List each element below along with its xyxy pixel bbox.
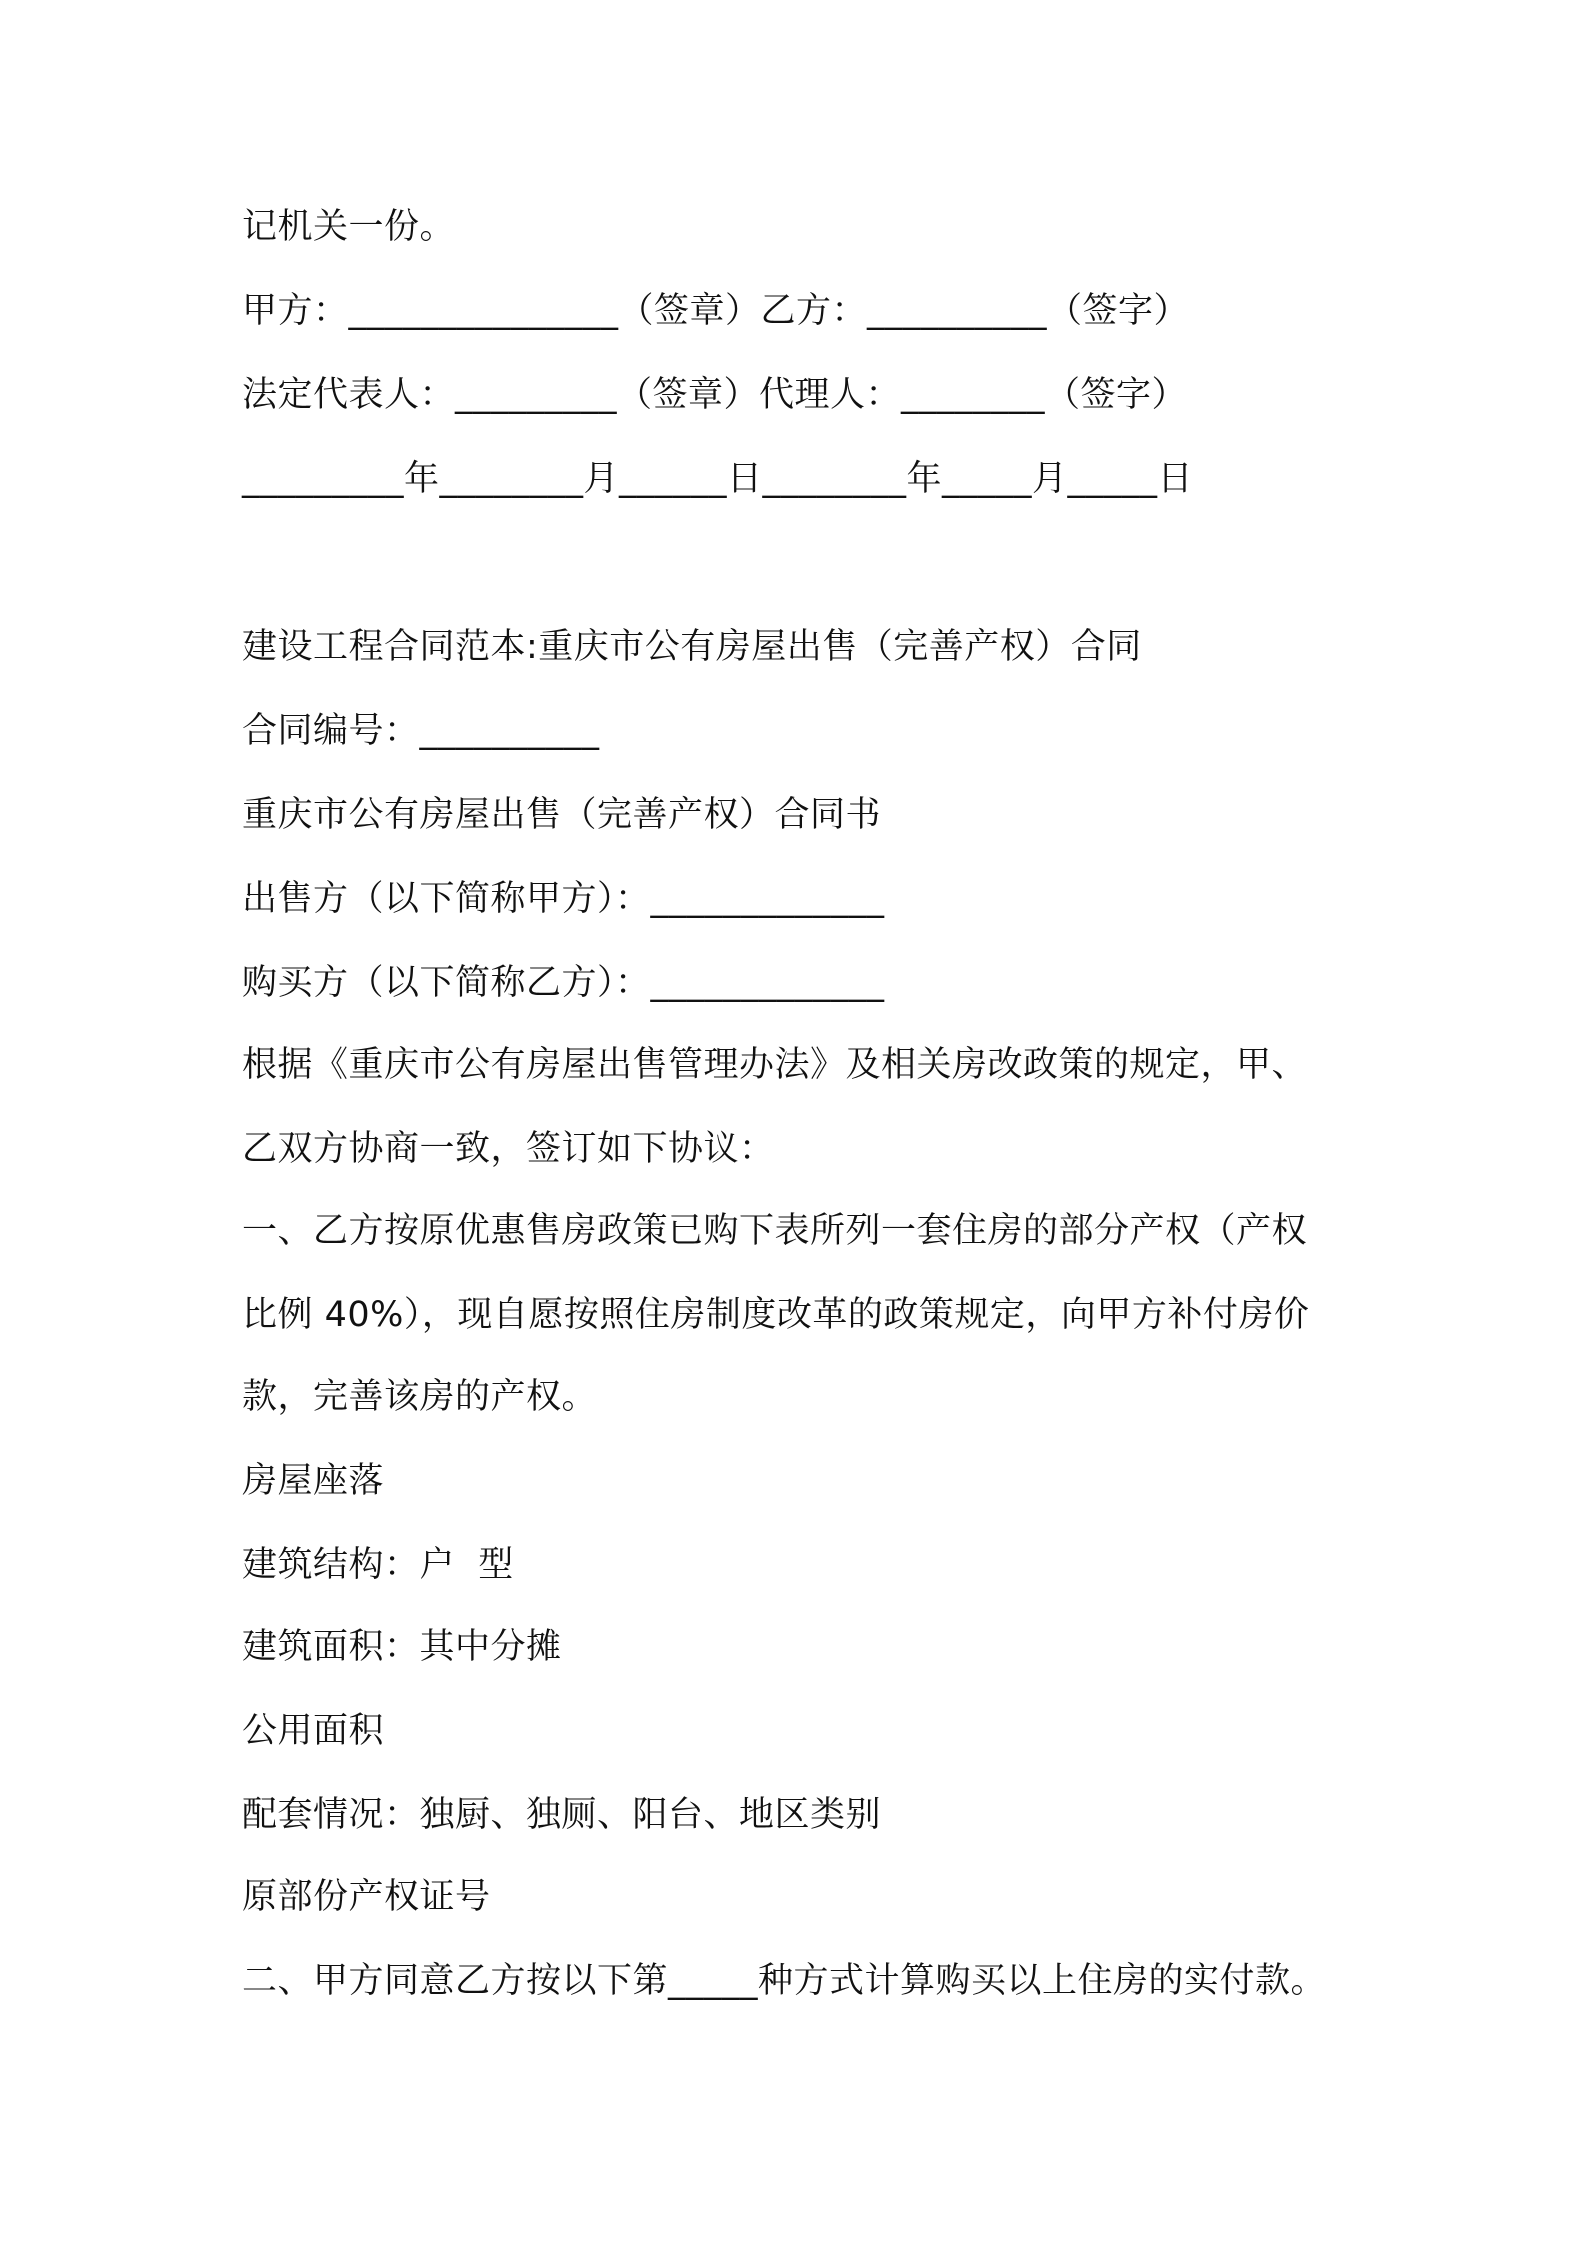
field-structure: 建筑结构：户 型 <box>242 1545 514 1585</box>
date-line: _________年________月______日________年_____月_____日 <box>242 459 1194 499</box>
clause-1-line-3: 款，完善该房的产权。 <box>242 1377 598 1417</box>
buyer-line: 购买方（以下简称乙方）：_____________ <box>242 963 885 1003</box>
signature-line-representatives: 法定代表人：_________（签章）代理人：________（签字） <box>242 375 1188 415</box>
signature-line-parties: 甲方：_______________（签章）乙方：__________（签字） <box>242 291 1190 331</box>
field-area: 建筑面积：其中分摊 <box>242 1627 562 1667</box>
contract-heading: 建设工程合同范本:重庆市公有房屋出售（完善产权）合同 <box>242 627 1142 667</box>
field-facilities: 配套情况：独厨、独厕、阳台、地区类别 <box>242 1795 882 1835</box>
seller-line: 出售方（以下简称甲方）：_____________ <box>242 879 885 919</box>
field-location: 房屋座落 <box>242 1461 385 1501</box>
field-public-area: 公用面积 <box>242 1711 385 1751</box>
text-line-1: 记机关一份。 <box>242 207 456 247</box>
clause-2-line-1: 二、甲方同意乙方按以下第_____种方式计算购买以上住房的实付款。 <box>242 1961 1327 2001</box>
field-certificate-number: 原部份产权证号 <box>242 1877 491 1917</box>
contract-title: 重庆市公有房屋出售（完善产权）合同书 <box>242 795 882 835</box>
preamble-line-2: 乙双方协商一致，签订如下协议： <box>242 1129 775 1169</box>
contract-number-line: 合同编号：__________ <box>242 711 600 751</box>
clause-1-line-2: 比例 40%），现自愿按照住房制度改革的政策规定，向甲方补付房价 <box>242 1295 1310 1335</box>
clause-1-line-1: 一、乙方按原优惠售房政策已购下表所列一套住房的部分产权（产权 <box>242 1211 1308 1251</box>
preamble-line-1: 根据《重庆市公有房屋出售管理办法》及相关房改政策的规定，甲、 <box>242 1045 1308 1085</box>
